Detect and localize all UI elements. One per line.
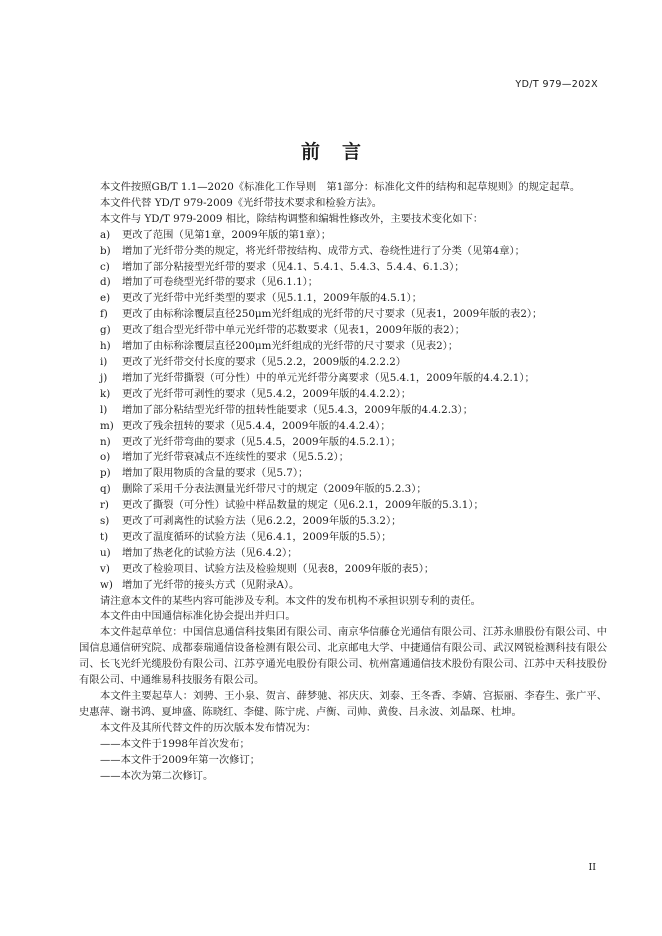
history-item: ——本文件于2009年第一次修订；	[100, 753, 261, 766]
list-item	[79, 323, 607, 339]
list-item-text: 更改了光纤带中光纤类型的要求（见5.1.1，2009年版的4.5.1）；	[122, 292, 422, 305]
list-item-label: l)	[100, 403, 108, 416]
list-item-text: 增加了可卷绕型光纤带的要求（见6.1.1）；	[122, 276, 319, 289]
list-item-text: 更改了范围（见第1章，2009年版的第1章）；	[122, 228, 332, 241]
list-item	[79, 498, 607, 514]
list-item-text: 增加了热老化的试验方法（见6.4.2）；	[122, 546, 298, 559]
paragraph-drafting-rules: 本文件按照GB/T 1.1—2020《标准化工作导则 第1部分：标准化文件的结构和起草规则》的规定起草。	[100, 181, 581, 193]
list-item-label: a)	[100, 228, 111, 241]
list-item	[79, 228, 607, 244]
list-item	[79, 244, 607, 260]
technical-changes-list	[79, 228, 607, 594]
list-item-text: 增加了部分粘接型光纤带的要求（见4.1、5.4.1、5.4.3、5.4.4、6.1.3）；	[122, 260, 465, 273]
version-history-list	[79, 737, 607, 785]
list-item-label: m)	[100, 419, 114, 432]
list-item	[79, 546, 607, 562]
list-item-text: 更改了光纤带弯曲的要求（见5.4.5，2009年版的4.5.2.1）；	[122, 435, 401, 448]
paragraph-proposer: 本文件由中国通信标准化协会提出并归口。	[100, 610, 296, 623]
list-item-label: e)	[100, 292, 111, 305]
paragraph-drafters: 本文件主要起草人：刘骋、王小泉、贺言、薛梦驰、祁庆庆、刘泰、王冬香、李婧、宫振丽、李春生、张广平、史惠萍、谢书鸿、夏坤盛、陈晓红、李健、陈宁虎、卢衡、司帅、黄俊、吕永波、刘晶琛、杜坤。	[79, 690, 607, 718]
list-item-text: 更改了光纤带交付长度的要求（见5.2.2，2009版的4.2.2.2）	[122, 355, 407, 368]
list-item-label: o)	[100, 451, 111, 464]
list-item-text: 更改了撕裂（可分性）试验中样品数量的规定（见6.2.1，2009年版的5.3.1）；	[122, 499, 484, 512]
list-item-label: j)	[100, 371, 108, 384]
paragraph-patent-notice: 请注意本文件的某些内容可能涉及专利。本文件的发布机构不承担识别专利的责任。	[100, 594, 481, 607]
list-item-text: 更改了可剥离性的试验方法（见6.2.2，2009年版的5.3.2）；	[122, 515, 402, 528]
list-item	[79, 387, 607, 403]
list-item-text: 增加了光纤带分类的规定，将光纤带按结构、成带方式、卷绕性进行了分类（见第4章）；	[122, 244, 525, 257]
list-item-text: 更改了检验项目、试验方法及检验规则（见表8，2009年版的表5）；	[122, 562, 435, 575]
list-item-label: b)	[100, 244, 111, 257]
list-item-text: 更改了组合型光纤带中单元光纤带的芯数要求（见表1，2009年版的表2）；	[122, 324, 466, 337]
list-item-text: 增加了光纤带衰减点不连续性的要求（见5.5.2）；	[122, 451, 349, 464]
list-item-label: t)	[100, 530, 109, 543]
list-item-label: p)	[100, 467, 111, 480]
paragraph-drafting-units: 本文件起草单位：中国信息通信科技集团有限公司、南京华信藤仓光通信有限公司、江苏永鼎股份有限公司、中国信息通信研究院、成都泰瑞通信设备检测有限公司、北京邮电大学、中捷通信有限公司、武汉网锐检测科技有限公司、长飞光纤光缆股份有限公司、江苏亨通光电股份有限公司、杭州富通通信技术股份有限公司、江苏中天科技股份有限公司、中通维易科技服务有限公司。	[79, 626, 607, 687]
list-item	[79, 578, 607, 594]
list-item-text: 增加了由标称涂覆层直径200μm光纤组成的光纤带的尺寸要求（见表2）；	[122, 340, 459, 353]
paragraph-replaces: 本文件代替 YD/T 979-2009《光纤带技术要求和检验方法》。	[100, 196, 383, 209]
list-item	[79, 275, 607, 291]
list-item-text: 增加了光纤带撕裂（可分性）中的单元光纤带分离要求（见5.4.1，2009年版的4.4.2.1）；	[122, 371, 535, 384]
list-item-label: c)	[100, 260, 110, 273]
list-item	[79, 450, 607, 466]
list-item	[79, 291, 607, 307]
foreword-body	[79, 180, 607, 784]
list-item-label: k)	[100, 387, 111, 400]
list-item-text: 增加了部分粘结型光纤带的扭转性能要求（见5.4.3，2009年版的4.4.2.3）；	[122, 403, 473, 416]
list-item-label: f)	[100, 308, 108, 321]
list-item	[79, 403, 607, 419]
list-item	[79, 530, 607, 546]
history-item: ——本文件于1998年首次发布；	[100, 737, 250, 750]
page-title: 前言	[300, 141, 383, 163]
list-item-label: w)	[100, 578, 113, 591]
list-item-text: 增加了限用物质的含量的要求（见5.7）；	[122, 467, 309, 480]
list-item	[79, 307, 607, 323]
page-number: II	[588, 862, 596, 873]
list-item-label: r)	[100, 499, 109, 512]
list-item	[79, 260, 607, 276]
list-item	[79, 419, 607, 435]
list-item-text: 增加了光纤带的接头方式（见附录A）。	[122, 578, 300, 591]
list-item	[79, 371, 607, 387]
list-item	[79, 482, 607, 498]
list-item-label: u)	[100, 546, 111, 559]
list-item	[79, 355, 607, 371]
history-item: ——本次为第二次修订。	[100, 769, 214, 782]
list-item-label: g)	[100, 324, 111, 337]
standard-number: YD/T 979—202X	[515, 79, 598, 90]
list-item	[79, 514, 607, 530]
list-item-label: h)	[100, 340, 111, 353]
list-item-label: n)	[100, 435, 111, 448]
list-item-label: v)	[100, 562, 110, 575]
list-item	[79, 562, 607, 578]
list-item-label: q)	[100, 483, 111, 496]
list-item	[79, 466, 607, 482]
list-item-text: 更改了残余扭转的要求（见5.4.4，2009年版的4.4.2.4）；	[122, 419, 391, 432]
list-item-text: 更改了光纤带可剥性的要求（见5.4.2，2009年版的4.4.2.2）；	[122, 387, 412, 400]
list-item	[79, 339, 607, 355]
list-item-text: 更改了由标称涂覆层直径250μm光纤组成的光纤带的尺寸要求（见表1，2009年版的表2）；	[122, 308, 543, 321]
list-item-text: 删除了采用千分表法测量光纤带尺寸的规定（2009年版的5.2.3）；	[122, 483, 427, 496]
list-item-label: d)	[100, 276, 111, 289]
list-item	[79, 435, 607, 451]
list-item-label: s)	[100, 515, 110, 528]
paragraph-comparison: 本文件与 YD/T 979-2009 相比，除结构调整和编辑性修改外，主要技术变化如下：	[100, 212, 484, 225]
paragraph-version-history: 本文件及其所代替文件的历次版本发布情况为：	[100, 721, 317, 734]
list-item-text: 更改了温度循环的试验方法（见6.4.1，2009年版的5.5）；	[122, 530, 392, 543]
list-item-label: i)	[100, 355, 108, 368]
